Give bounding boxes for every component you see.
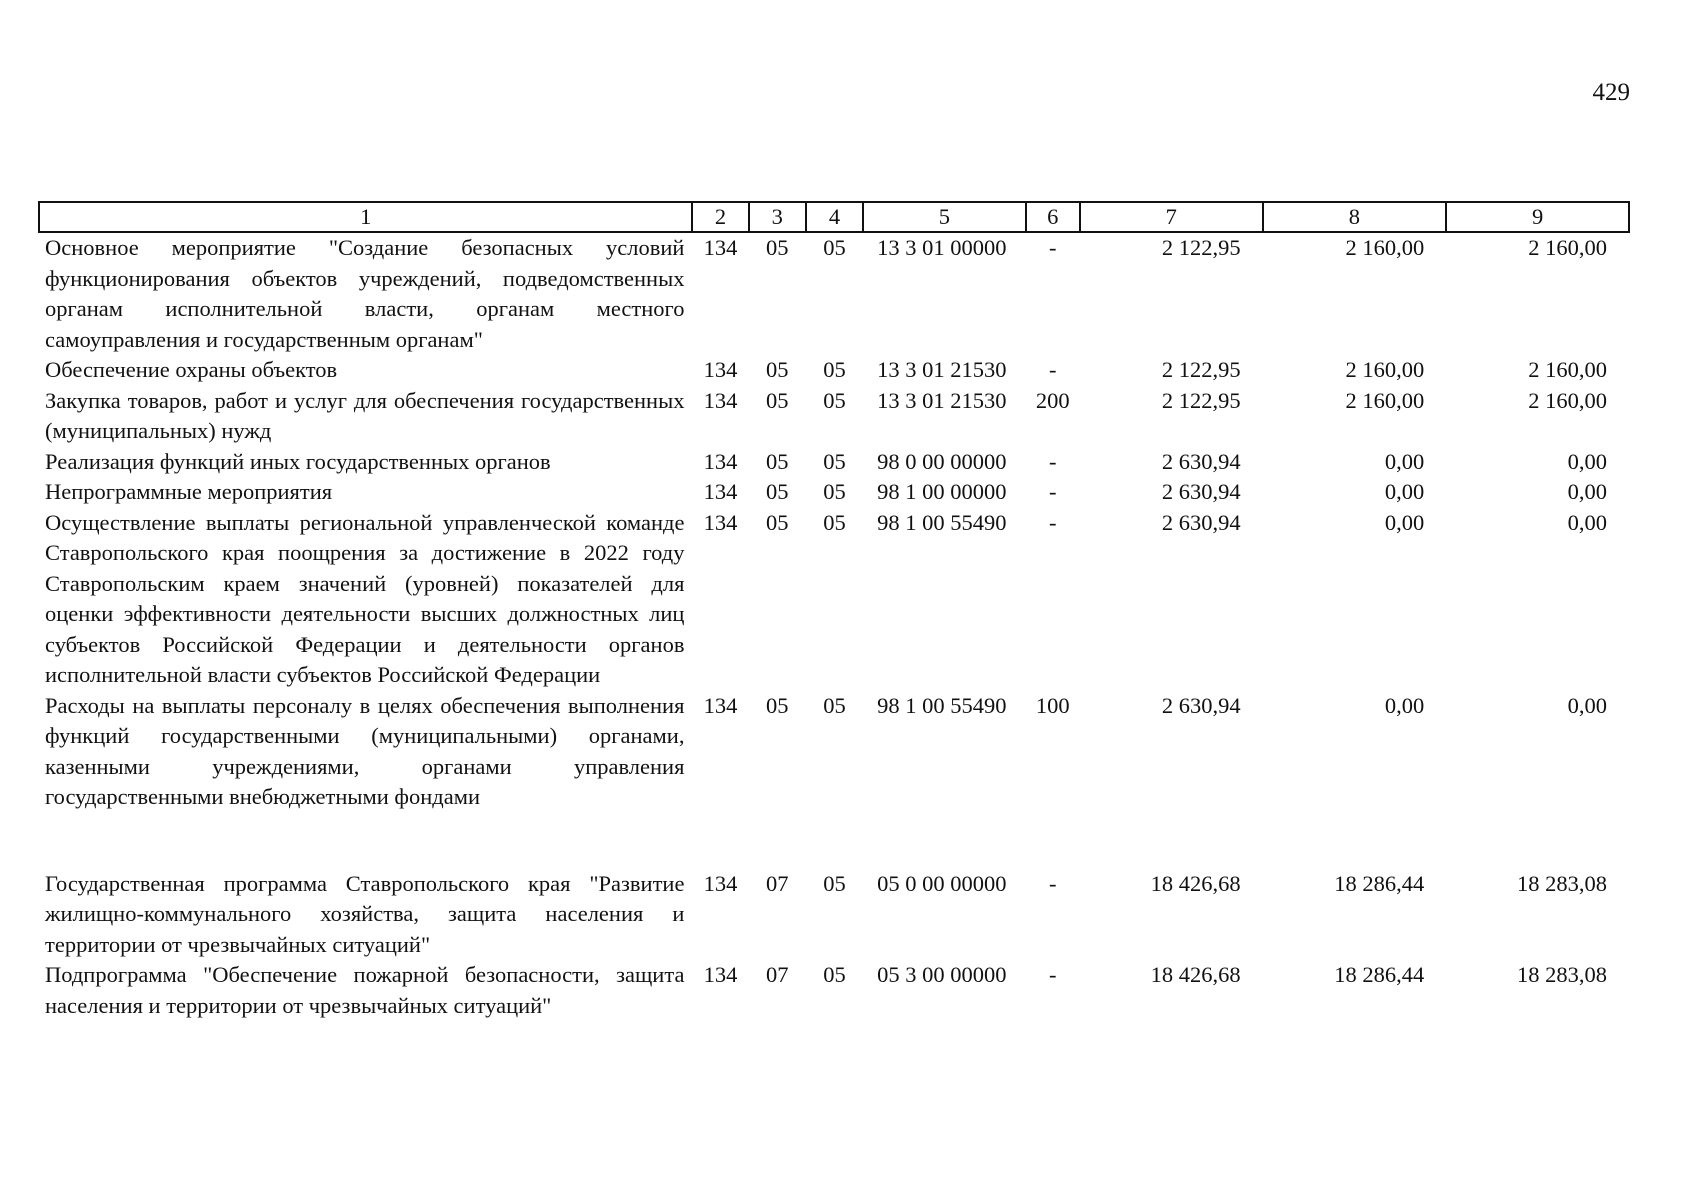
- table-header-row: [39, 202, 1629, 232]
- row-name: Закупка товаров, работ и услуг для обеспечения государственных (муниципальных) нужд: [45, 387, 685, 443]
- row-amount-col9: 2 160,00: [1528, 357, 1607, 382]
- header-col-2: 2: [692, 202, 748, 232]
- row-subsection-code: 05: [823, 509, 846, 535]
- row-subsection-code: 05: [823, 235, 846, 260]
- row-section-code: 05: [766, 235, 789, 260]
- row-section-code: 05: [766, 357, 789, 382]
- row-amount-col7: 2 630,94: [1161, 692, 1241, 718]
- header-col-6: 6: [1026, 202, 1080, 232]
- row-ministry-code: 134: [703, 692, 738, 718]
- row-section-code: 05: [766, 448, 789, 474]
- row-section-code: 07: [766, 870, 789, 896]
- row-expense-type: -: [1049, 235, 1057, 260]
- row-target-code: 98 0 00 00000: [877, 448, 1007, 474]
- row-expense-type: 200: [1035, 387, 1070, 413]
- table-row: [39, 960, 1629, 1021]
- table-row: [39, 355, 1629, 386]
- header-col-1: 1: [39, 202, 692, 232]
- row-target-code: 98 1 00 00000: [877, 479, 1007, 504]
- row-amount-col9: 0,00: [1567, 479, 1607, 504]
- row-amount-col9: 2 160,00: [1528, 387, 1607, 413]
- row-amount-col9: 18 283,08: [1517, 962, 1607, 987]
- row-amount-col8: 2 160,00: [1345, 387, 1425, 413]
- row-ministry-code: 134: [703, 509, 738, 535]
- row-target-code: 98 1 00 55490: [877, 692, 1007, 718]
- row-amount-col9: 0,00: [1567, 448, 1607, 474]
- row-amount-col7: 2 630,94: [1161, 448, 1241, 474]
- row-name: Обеспечение охраны объектов: [45, 357, 338, 382]
- row-ministry-code: 134: [703, 479, 738, 504]
- row-name: Расходы на выплаты персоналу в целях обеспечения выполнения функций государственными (муниципальными) органами, казенными учреждениями, органами управления государственными внебюджетными фондами: [45, 692, 685, 809]
- row-amount-col8: 2 160,00: [1345, 357, 1425, 382]
- header-col-7: 7: [1080, 202, 1263, 232]
- row-name: Основное мероприятие "Создание безопасных условий функционирования объектов учреждений, подведомственных органам исполнительной власти, органам местного самоуправления и государственным органам": [45, 235, 685, 352]
- row-amount-col8: 0,00: [1384, 448, 1425, 474]
- row-amount-col7: 2 122,95: [1161, 235, 1241, 260]
- header-col-4: 4: [806, 202, 863, 232]
- row-section-code: 05: [766, 692, 789, 718]
- row-amount-col8: 18 286,44: [1334, 962, 1425, 987]
- row-expense-type: -: [1049, 479, 1057, 504]
- row-amount-col8: 0,00: [1384, 692, 1425, 718]
- row-amount-col8: 0,00: [1384, 509, 1425, 535]
- row-amount-col7: 2 630,94: [1161, 479, 1241, 504]
- row-ministry-code: 134: [703, 870, 738, 896]
- row-name: Государственная программа Ставропольского края "Развитие жилищно-коммунального хозяйства, защита населения и территории от чрезвычайных ситуаций": [45, 870, 685, 957]
- row-ministry-code: 134: [703, 962, 738, 987]
- header-col-5: 5: [863, 202, 1026, 232]
- table-row: [39, 386, 1629, 447]
- budget-table: [38, 201, 1630, 1021]
- row-section-code: 05: [766, 387, 789, 413]
- table-row: [39, 508, 1629, 691]
- row-amount-col9: 2 160,00: [1528, 235, 1607, 260]
- row-section-code: 05: [766, 509, 789, 535]
- row-target-code: 98 1 00 55490: [877, 509, 1007, 535]
- spacer-cell: [39, 813, 1629, 869]
- table-row: [39, 232, 1629, 355]
- table-spacer-row: [39, 813, 1629, 869]
- row-amount-col7: 2 122,95: [1161, 357, 1241, 382]
- row-amount-col9: 0,00: [1567, 692, 1607, 718]
- row-amount-col7: 18 426,68: [1150, 870, 1241, 896]
- row-subsection-code: 05: [823, 870, 846, 896]
- row-target-code: 13 3 01 21530: [877, 387, 1007, 413]
- row-name: Подпрограмма "Обеспечение пожарной безопасности, защита населения и территории от чрезвычайных ситуаций": [45, 962, 685, 1018]
- row-ministry-code: 134: [703, 387, 738, 413]
- row-ministry-code: 134: [703, 448, 738, 474]
- row-subsection-code: 05: [823, 962, 846, 987]
- row-amount-col9: 18 283,08: [1517, 870, 1607, 896]
- table-row: [39, 869, 1629, 961]
- row-name: Осуществление выплаты региональной управленческой команде Ставропольского края поощрения за достижение в 2022 году Ставропольским краем значений (уровней) показателей для оценки эффективности деятельности высших должностных лиц субъектов Российской Федерации и деятельности органов исполнительной власти субъектов Российской Федерации: [45, 509, 685, 687]
- row-subsection-code: 05: [823, 692, 846, 718]
- table-row: [39, 447, 1629, 478]
- row-amount-col8: 2 160,00: [1345, 235, 1425, 260]
- row-subsection-code: 05: [823, 479, 846, 504]
- row-amount-col8: 0,00: [1384, 479, 1425, 504]
- header-col-8: 8: [1263, 202, 1447, 232]
- row-subsection-code: 05: [823, 387, 846, 413]
- row-section-code: 07: [766, 962, 789, 987]
- row-amount-col9: 0,00: [1567, 509, 1607, 535]
- row-target-code: 05 0 00 00000: [877, 870, 1007, 896]
- row-expense-type: -: [1049, 448, 1057, 474]
- row-section-code: 05: [766, 479, 789, 504]
- row-name: Непрограммные мероприятия: [45, 479, 333, 504]
- row-amount-col8: 18 286,44: [1334, 870, 1425, 896]
- row-amount-col7: 2 122,95: [1161, 387, 1241, 413]
- row-expense-type: -: [1049, 357, 1057, 382]
- header-col-3: 3: [749, 202, 806, 232]
- page-number: 429: [1592, 79, 1630, 106]
- row-name: Реализация функций иных государственных органов: [45, 448, 551, 474]
- table-row: [39, 477, 1629, 508]
- row-expense-type: -: [1049, 509, 1057, 535]
- row-expense-type: -: [1049, 962, 1057, 987]
- row-subsection-code: 05: [823, 357, 846, 382]
- row-ministry-code: 134: [703, 357, 738, 382]
- row-expense-type: 100: [1035, 692, 1070, 718]
- row-expense-type: -: [1049, 870, 1057, 896]
- table-row: [39, 691, 1629, 813]
- header-col-9: 9: [1446, 202, 1629, 232]
- row-amount-col7: 2 630,94: [1161, 509, 1241, 535]
- row-target-code: 13 3 01 00000: [877, 235, 1007, 260]
- row-amount-col7: 18 426,68: [1150, 962, 1241, 987]
- row-ministry-code: 134: [703, 235, 738, 260]
- row-target-code: 05 3 00 00000: [877, 962, 1007, 987]
- row-subsection-code: 05: [823, 448, 846, 474]
- row-target-code: 13 3 01 21530: [877, 357, 1007, 382]
